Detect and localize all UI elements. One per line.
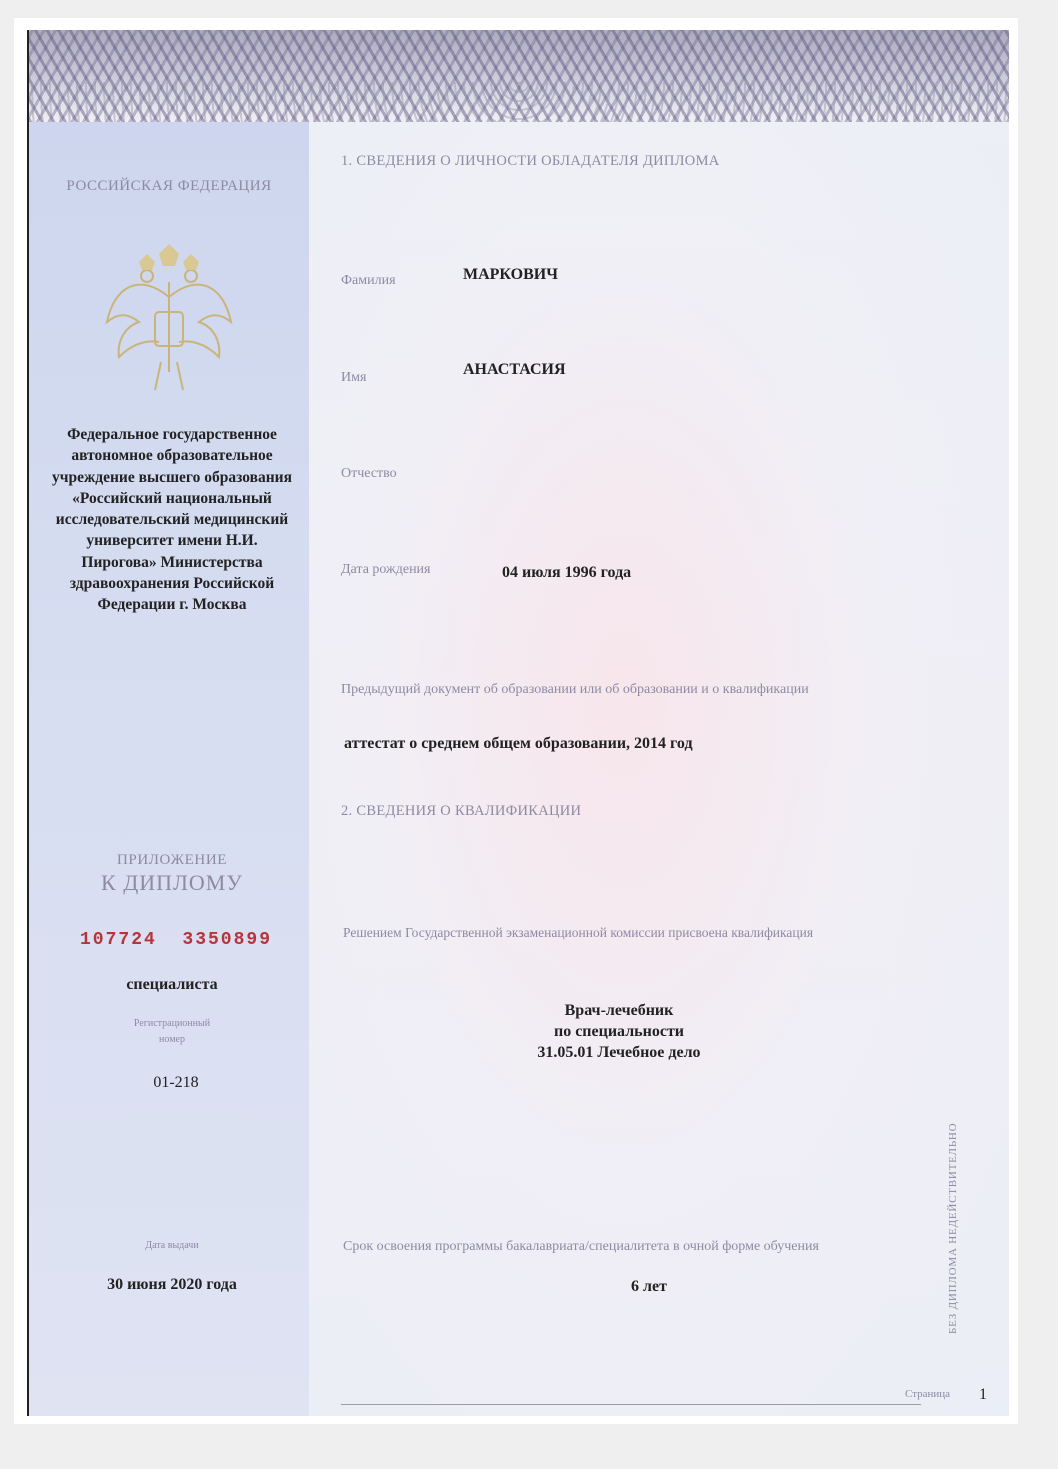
institution-name: Федеральное государственное автономное образовательное учреждение высшего образования «Российский национальный исследовательский медицинский университет имени Н.И. Пирогова» Министерства здравоохранения Российской Федерации г. Москва [52, 426, 292, 614]
double-headed-eagle-emblem-icon [99, 242, 239, 402]
qualification-title: Врач-лечебник [564, 1002, 674, 1019]
qualification-specialty-prefix: по специальности [553, 1023, 685, 1040]
serial-number: 107724 3350899 [79, 930, 273, 950]
guilloche-border [29, 30, 1009, 122]
issue-date-label: Дата выдачи [145, 1240, 199, 1251]
bottom-divider [341, 1404, 921, 1405]
page-number: 1 [979, 1386, 987, 1403]
qualification-specialty: 31.05.01 Лечебное дело [537, 1044, 701, 1061]
program-duration-value: 6 лет [631, 1278, 667, 1295]
surname-label: Фамилия [341, 273, 396, 288]
name-value: АНАСТАСИЯ [463, 361, 566, 378]
registration-number: 01-218 [153, 1074, 199, 1091]
degree-level: специалиста [126, 976, 218, 993]
issue-date: 30 июня 2020 года [107, 1276, 237, 1293]
surname-value: МАРКОВИЧ [463, 266, 558, 283]
qualification-block [469, 1000, 769, 1063]
name-label: Имя [341, 370, 367, 385]
patronymic-label: Отчество [341, 466, 397, 481]
diploma-appendix-document [27, 30, 1009, 1416]
country-name: РОССИЙСКАЯ ФЕДЕРАЦИЯ [66, 178, 272, 194]
appendix-title-line2: К ДИПЛОМУ [101, 870, 243, 895]
birth-date-label: Дата рождения [341, 562, 431, 577]
appendix-title-line1: ПРИЛОЖЕНИЕ [116, 852, 228, 868]
section1-heading: 1. СВЕДЕНИЯ О ЛИЧНОСТИ ОБЛАДАТЕЛЯ ДИПЛОМА [341, 153, 720, 169]
previous-document-value: аттестат о среднем общем образовании, 2014 год [344, 735, 693, 752]
qualification-decision-label: Решением Государственной экзаменационной комиссии присвоена квалификация [343, 925, 814, 940]
previous-document-label: Предыдущий документ об образовании или об образовании и о квалификации [341, 682, 809, 697]
program-duration-label: Срок освоения программы бакалавриата/специалитета в очной форме обучения [343, 1239, 819, 1254]
section2-heading: 2. СВЕДЕНИЯ О КВАЛИФИКАЦИИ [341, 803, 582, 819]
page-label: Страница [905, 1388, 951, 1400]
validity-note: БЕЗ ДИПЛОМА НЕДЕЙСТВИТЕЛЬНО [947, 1122, 959, 1334]
registration-label: Регистрационный номер [133, 1018, 211, 1045]
birth-date-value: 04 июля 1996 года [502, 564, 632, 581]
right-panel [309, 122, 1009, 1416]
